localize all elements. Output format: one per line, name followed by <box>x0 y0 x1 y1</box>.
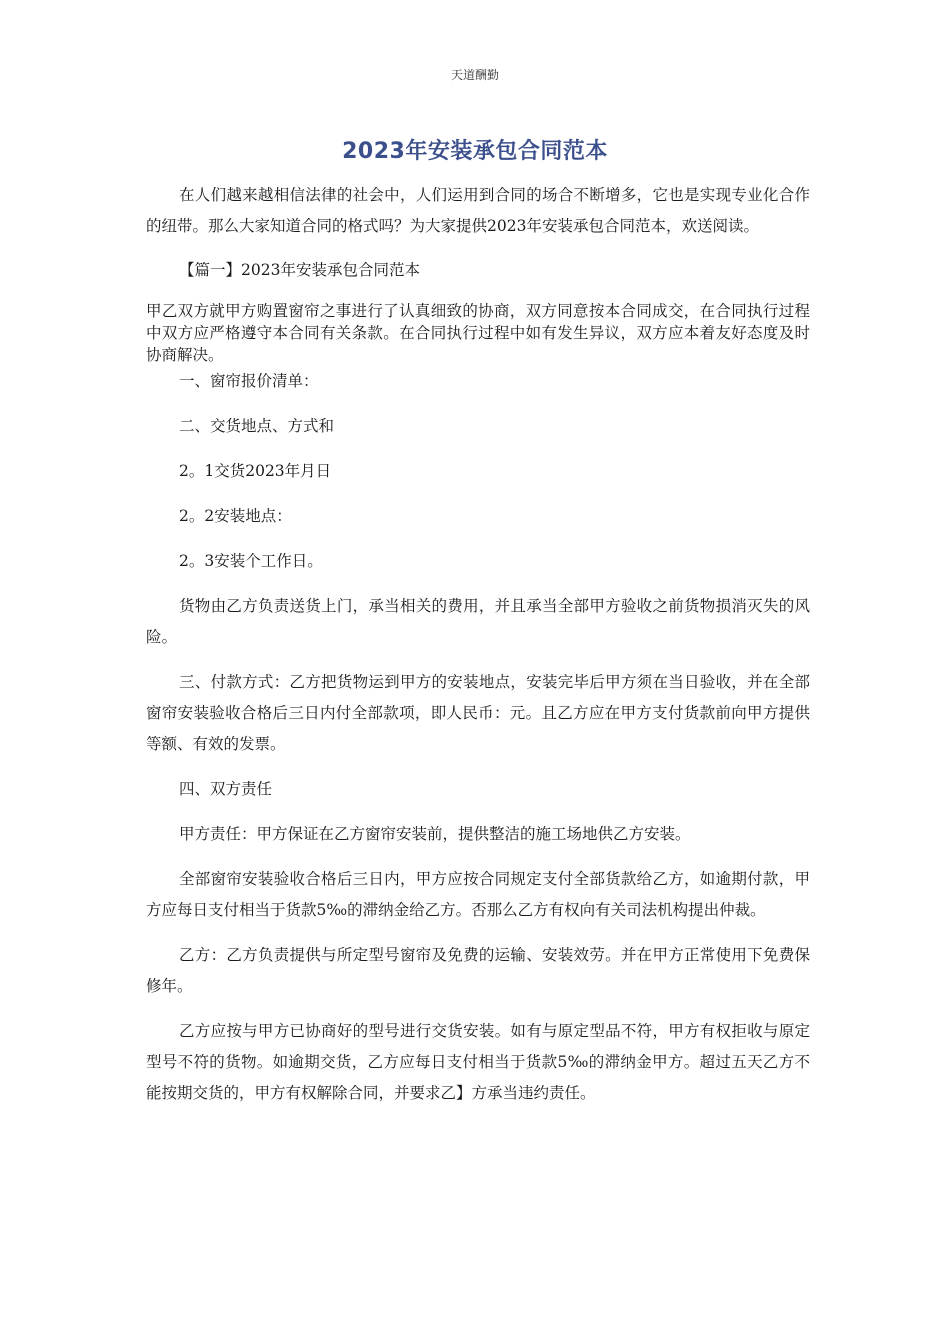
paragraph: 乙方：乙方负责提供与所定型号窗帘及免费的运输、安装效劳。并在甲方正常使用下免费保修年。 <box>146 946 810 995</box>
clause-heading: 二、交货地点、方式和 <box>179 417 335 435</box>
paragraph: 甲乙双方就甲方购置窗帘之事进行了认真细致的协商，双方同意按本合同成交，在合同执行过程中双方应严格遵守本合同有关条款。在合同执行过程中如有发生异议，双方应本着友好态度及时协商解决。 <box>146 302 810 364</box>
document-body <box>146 180 810 1109</box>
paragraph: 乙方应按与甲方已协商好的型号进行交货安装。如有与原定型品不符，甲方有权拒收与原定型号不符的货物。如逾期交货，乙方应每日支付相当于货款5‰的滞纳金甲方。超过五天乙方不能按期交货的，甲方有权解除合同，并要求乙】方承当违约责任。 <box>146 1022 810 1102</box>
paragraph: 全部窗帘安装验收合格后三日内，甲方应按合同规定支付全部货款给乙方，如逾期付款，甲方应每日支付相当于货款5‰的滞纳金给乙方。否那么乙方有权向有关司法机构提出仲裁。 <box>146 870 810 919</box>
page-header: 天道酬勤 <box>450 68 499 82</box>
intro-paragraph: 在人们越来越相信法律的社会中，人们运用到合同的场合不断增多，它也是实现专业化合作的纽带。那么大家知道合同的格式吗？为大家提供2023年安装承包合同范本，欢送阅读。 <box>146 186 810 235</box>
clause-item: 2。1交货2023年月日 <box>179 462 332 480</box>
paragraph: 货物由乙方负责送货上门，承当相关的费用，并且承当全部甲方验收之前货物损消灭失的风险。 <box>146 597 810 646</box>
clause-heading: 一、窗帘报价清单： <box>179 372 319 390</box>
clause-item: 2。2安装地点： <box>179 507 292 525</box>
document-title: 2023年安装承包合同范本 <box>342 139 608 164</box>
clause-item: 2。3安装个工作日。 <box>179 552 323 570</box>
paragraph: 甲方责任：甲方保证在乙方窗帘安装前，提供整洁的施工场地供乙方安装。 <box>179 825 691 843</box>
paragraph: 三、付款方式：乙方把货物运到甲方的安装地点，安装完毕后甲方须在当日验收，并在全部窗帘安装验收合格后三日内付全部款项，即人民币：元。且乙方应在甲方支付货款前向甲方提供等额、有效的发票。 <box>146 673 810 753</box>
clause-heading: 四、双方责任 <box>179 780 273 798</box>
section-heading: 【篇一】2023年安装承包合同范本 <box>179 261 420 279</box>
